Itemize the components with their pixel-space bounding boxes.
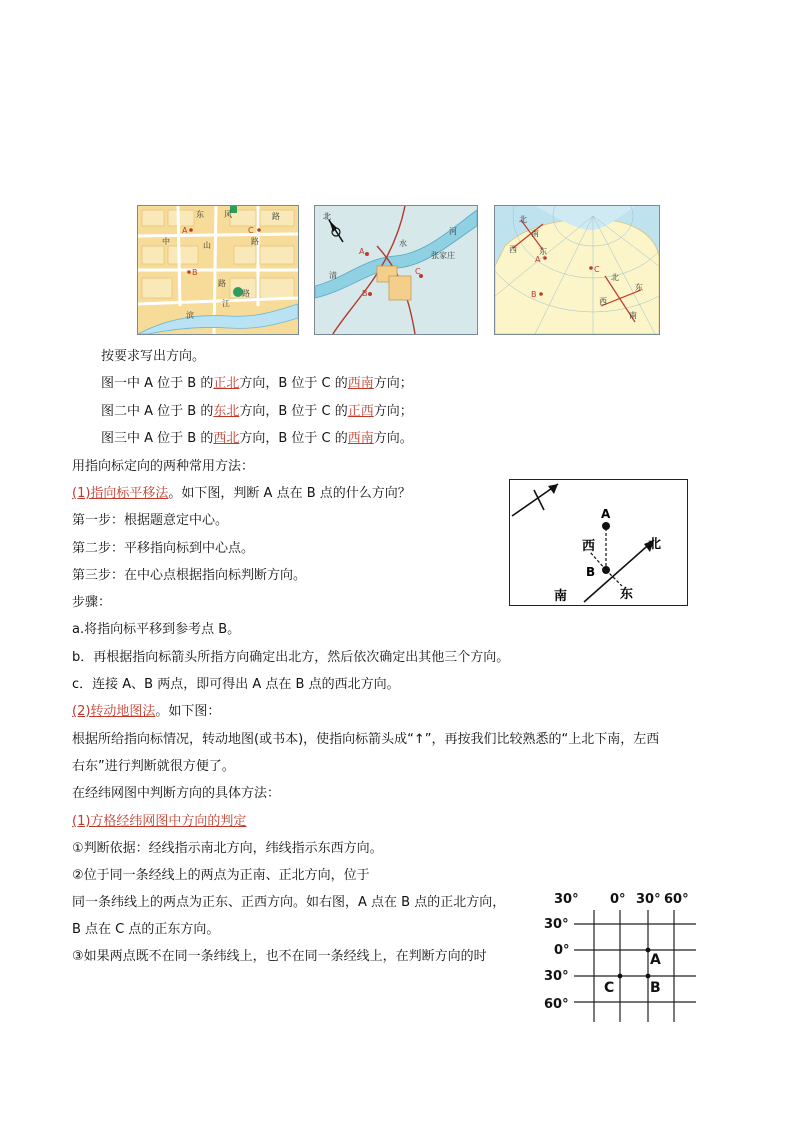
compass-label: 西	[509, 245, 517, 254]
compass-diagram	[509, 479, 688, 606]
compass-label: 南	[629, 311, 637, 320]
lat-label: 0°	[554, 943, 570, 958]
compass-label: 东	[635, 283, 643, 292]
point-b-dot	[646, 974, 651, 979]
answer-2: 西南	[347, 431, 374, 446]
polar-map	[495, 206, 659, 334]
north-label: 北	[323, 212, 331, 221]
point-c-dot	[618, 974, 623, 979]
point-b-dot	[602, 566, 610, 574]
grid-three: ③如果两点既不在同一条纬线上，也不在同一条经线上，在判断方向的时	[72, 949, 487, 964]
compass-svg	[510, 480, 686, 604]
method-2-desc-2: 右东”进行判断就很方便了。	[72, 759, 235, 774]
step-1: 第一步：根据题意定中心。	[72, 513, 229, 528]
compass-label: 南	[531, 229, 539, 238]
point-label-b: B	[531, 290, 537, 299]
city-street-map	[138, 206, 298, 334]
row-text: 图三中 A 位于 B 的	[101, 431, 214, 446]
grid-two-2: 同一条纬线上的两点为正东、正西方向。如右图，A 点在 B 点的正北方向，	[72, 895, 506, 910]
village-label: 张家庄	[431, 251, 455, 260]
steps-title: 步骤：	[72, 595, 112, 610]
method-1-text: 。如下图，判断 A 点在 B 点的什么方向？	[168, 486, 411, 501]
street-char: 山	[203, 241, 211, 250]
label-a: A	[650, 952, 661, 968]
grid-heading	[72, 813, 246, 831]
street-char: 路	[218, 279, 226, 288]
answer-2: 正西	[347, 404, 374, 419]
river-char: 清	[329, 271, 337, 280]
river-char: 河	[449, 227, 457, 236]
point-label-c: C	[594, 265, 600, 274]
exercise-row-2	[101, 403, 413, 421]
street-char: 路	[272, 212, 280, 221]
answer-1: 西北	[213, 431, 240, 446]
lon-label: 0°	[610, 892, 626, 907]
map-figure-3	[494, 205, 660, 335]
street-char: 路	[251, 237, 259, 246]
method-2-text: 。如下图：	[155, 704, 221, 719]
lon-label: 30°	[554, 892, 579, 907]
row-text: 方向，B 位于 C 的	[239, 376, 348, 391]
lon-label: 60°	[664, 892, 689, 907]
grid-two-1: ②位于同一条经线上的两点为正南、正北方向，位于	[72, 868, 370, 883]
step-a: a.将指向标平移到参考点 B。	[72, 622, 241, 637]
lat-label: 60°	[544, 997, 569, 1012]
map-figure-1	[137, 205, 299, 335]
point-label-b: B	[192, 268, 198, 277]
answer-1: 东北	[213, 404, 240, 419]
methods-title: 用指向标定向的两种常用方法：	[72, 459, 255, 474]
street-char: 路	[242, 289, 250, 298]
label-a: A	[601, 507, 611, 521]
street-char: 东	[196, 210, 204, 219]
method-2-heading: (2)转动地图法	[72, 704, 156, 719]
lat-label: 30°	[544, 917, 569, 932]
label-b: B	[650, 980, 661, 996]
step-b: b．再根据指向标箭头所指方向确定出北方，然后依次确定出其他三个方向。	[72, 650, 510, 665]
grid-svg	[540, 888, 700, 1028]
method-1-heading: (1)指向标平移法	[72, 486, 169, 501]
river-map	[315, 206, 477, 334]
step-c: c．连接 A、B 两点，即可得出 A 点在 B 点的西北方向。	[72, 677, 400, 692]
street-char: 江	[222, 299, 230, 308]
row-text: 图二中 A 位于 B 的	[101, 404, 214, 419]
grid-heading-text: (1)方格经纬网图中方向的判定	[72, 814, 247, 829]
label-north: 北	[648, 537, 662, 552]
point-label-a: A	[182, 226, 188, 235]
river-char: 水	[399, 239, 407, 248]
point-label-c: C	[415, 267, 421, 276]
step-3: 第三步：在中心点根据指向标判断方向。	[72, 568, 307, 583]
street-char: 风	[224, 210, 232, 219]
label-b: B	[586, 565, 596, 579]
point-label-a: A	[535, 255, 541, 264]
point-label-a: A	[359, 247, 365, 256]
grid-title: 在经纬网图中判断方向的具体方法：	[72, 786, 281, 801]
label-west: 西	[582, 539, 596, 554]
compass-label: 北	[611, 273, 619, 282]
row-text: 方向；	[373, 404, 413, 419]
answer-2: 西南	[347, 376, 374, 391]
point-label-b: B	[362, 289, 368, 298]
exercise-intro: 按要求写出方向。	[101, 349, 206, 364]
method-1-line	[72, 485, 411, 503]
method-2-desc-1: 根据所给指向标情况，转动地图(或书本)，使指向标箭头成“↑”，再按我们比较熟悉的“上北下南，左西	[72, 732, 660, 747]
row-text: 方向。	[373, 431, 413, 446]
row-text: 方向，B 位于 C 的	[239, 431, 348, 446]
point-a-dot	[602, 522, 610, 530]
row-text: 图一中 A 位于 B 的	[101, 376, 214, 391]
street-char: 中	[162, 237, 170, 246]
label-east: 东	[620, 587, 634, 602]
map-figure-2	[314, 205, 478, 335]
row-text: 方向；	[373, 376, 413, 391]
compass-label: 东	[539, 247, 547, 256]
street-char: 滨	[186, 311, 194, 320]
lat-label: 30°	[544, 969, 569, 984]
grid-two-3: B 点在 C 点的正东方向。	[72, 922, 220, 937]
row-text: 方向，B 位于 C 的	[239, 404, 348, 419]
latlon-grid-diagram	[540, 888, 700, 1028]
compass-label: 西	[599, 297, 607, 306]
exercise-row-1	[101, 375, 413, 393]
lon-label: 30°	[636, 892, 661, 907]
step-2: 第二步：平移指向标到中心点。	[72, 541, 255, 556]
label-south: 南	[554, 589, 568, 604]
answer-1: 正北	[213, 376, 240, 391]
direction-indicator-icon	[512, 484, 558, 516]
exercise-row-3	[101, 430, 413, 448]
method-2-line	[72, 703, 220, 721]
label-c: C	[604, 980, 615, 996]
point-label-c: C	[248, 226, 254, 235]
grid-basis: ①判断依据：经线指示南北方向，纬线指示东西方向。	[72, 841, 383, 856]
compass-label: 北	[519, 215, 527, 224]
